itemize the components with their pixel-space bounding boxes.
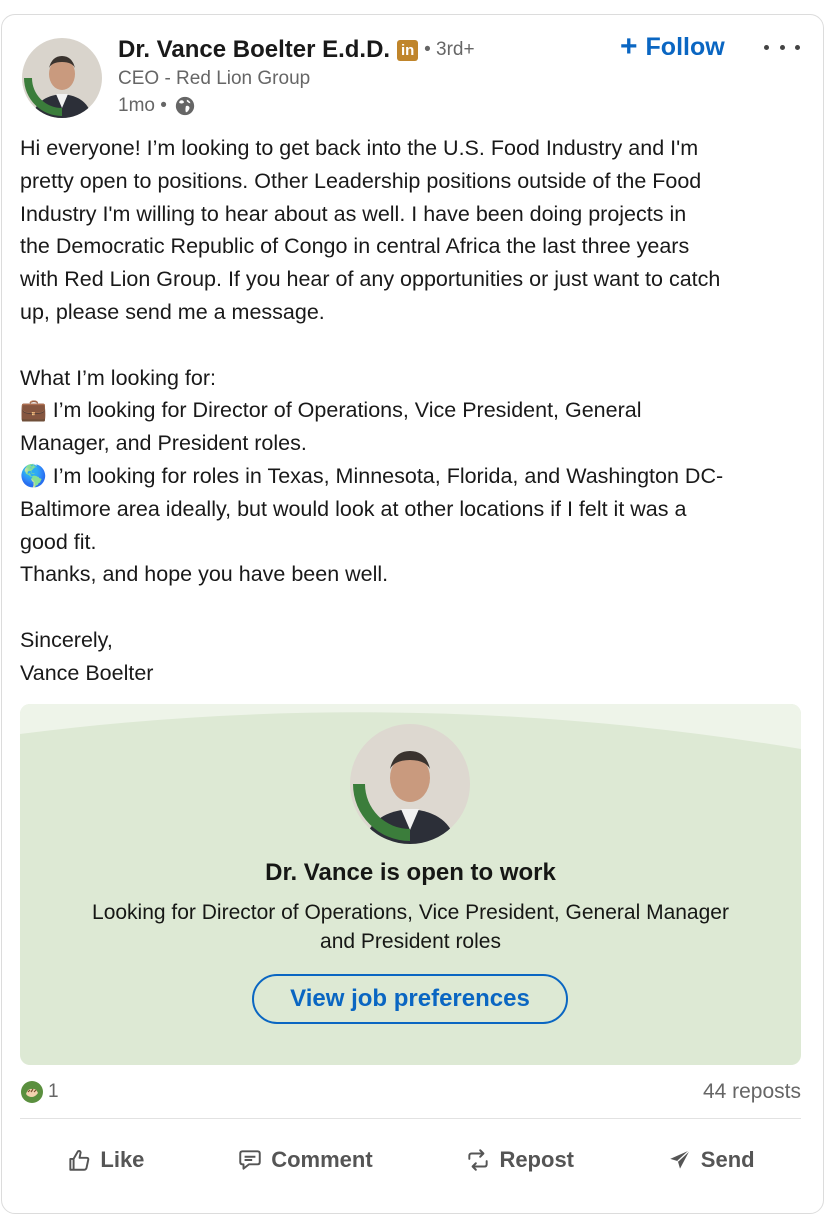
- post-time: 1mo •: [118, 95, 167, 116]
- open-to-work-description: Looking for Director of Operations, Vice President, General Manager and President roles: [92, 901, 729, 953]
- repost-icon: [465, 1147, 491, 1173]
- send-button[interactable]: [667, 1147, 755, 1173]
- like-button[interactable]: [66, 1147, 144, 1173]
- post-text: Hi everyone! I’m looking to get back into the U.S. Food Industry and I'm pretty open to positions. Other Leadership positions outside of the Food Industry I'm willing to hear about as well. I have been doing projects in the Democratic Republic of Congo in central Africa the last three years with Red Lion Group. If you hear of any opportunities or just want to catch up, please send me a message. What I’m looking for: 💼 I’m looking for Director of Operations, Vice President, General Manager, and President roles. 🌎 I’m looking for roles in Texas, Minnesota, Florida, and Washington DC- Baltimore area ideally, but would look at other locations if I felt it was a good fit. Thanks, and hope you have been well. Sincerely, Vance Boelter: [20, 136, 724, 685]
- open-to-work-avatar: [350, 724, 470, 844]
- open-to-work-title: Dr. Vance is open to work: [265, 859, 556, 886]
- follow-button[interactable]: [620, 30, 725, 64]
- support-reaction-icon: [20, 1080, 44, 1104]
- like-label: Like: [100, 1147, 145, 1172]
- repost-button[interactable]: [465, 1147, 574, 1173]
- comment-icon: [237, 1147, 263, 1173]
- action-bar: [20, 1138, 801, 1182]
- view-job-preferences-button[interactable]: View job preferences: [252, 974, 568, 1024]
- repost-label: Repost: [499, 1147, 574, 1172]
- send-label: Send: [700, 1147, 755, 1172]
- reaction-count: 1: [48, 1081, 59, 1102]
- follow-label: Follow: [645, 32, 725, 61]
- dot-icon: [780, 45, 785, 50]
- author-headline: CEO - Red Lion Group: [118, 68, 311, 89]
- author-name[interactable]: Dr. Vance Boelter E.d.D.: [118, 36, 391, 63]
- plus-icon: +: [620, 30, 638, 63]
- author-avatar[interactable]: [22, 38, 102, 118]
- linkedin-badge-icon: in: [397, 40, 418, 61]
- divider: [20, 1118, 801, 1119]
- comment-label: Comment: [271, 1147, 373, 1172]
- comment-button[interactable]: [237, 1147, 372, 1173]
- reactions-summary[interactable]: [20, 1080, 59, 1104]
- dot-icon: [764, 45, 769, 50]
- post-meta: [118, 95, 196, 117]
- globe-icon: [174, 95, 196, 117]
- open-to-work-card[interactable]: [20, 704, 801, 1065]
- reposts-count[interactable]: 44 reposts: [702, 1080, 801, 1103]
- more-options-button[interactable]: [764, 32, 800, 62]
- connection-degree: • 3rd+: [424, 39, 475, 60]
- thumbs-up-icon: [66, 1147, 92, 1173]
- send-icon: [667, 1147, 693, 1173]
- dot-icon: [795, 45, 800, 50]
- author-name-row: [118, 36, 475, 64]
